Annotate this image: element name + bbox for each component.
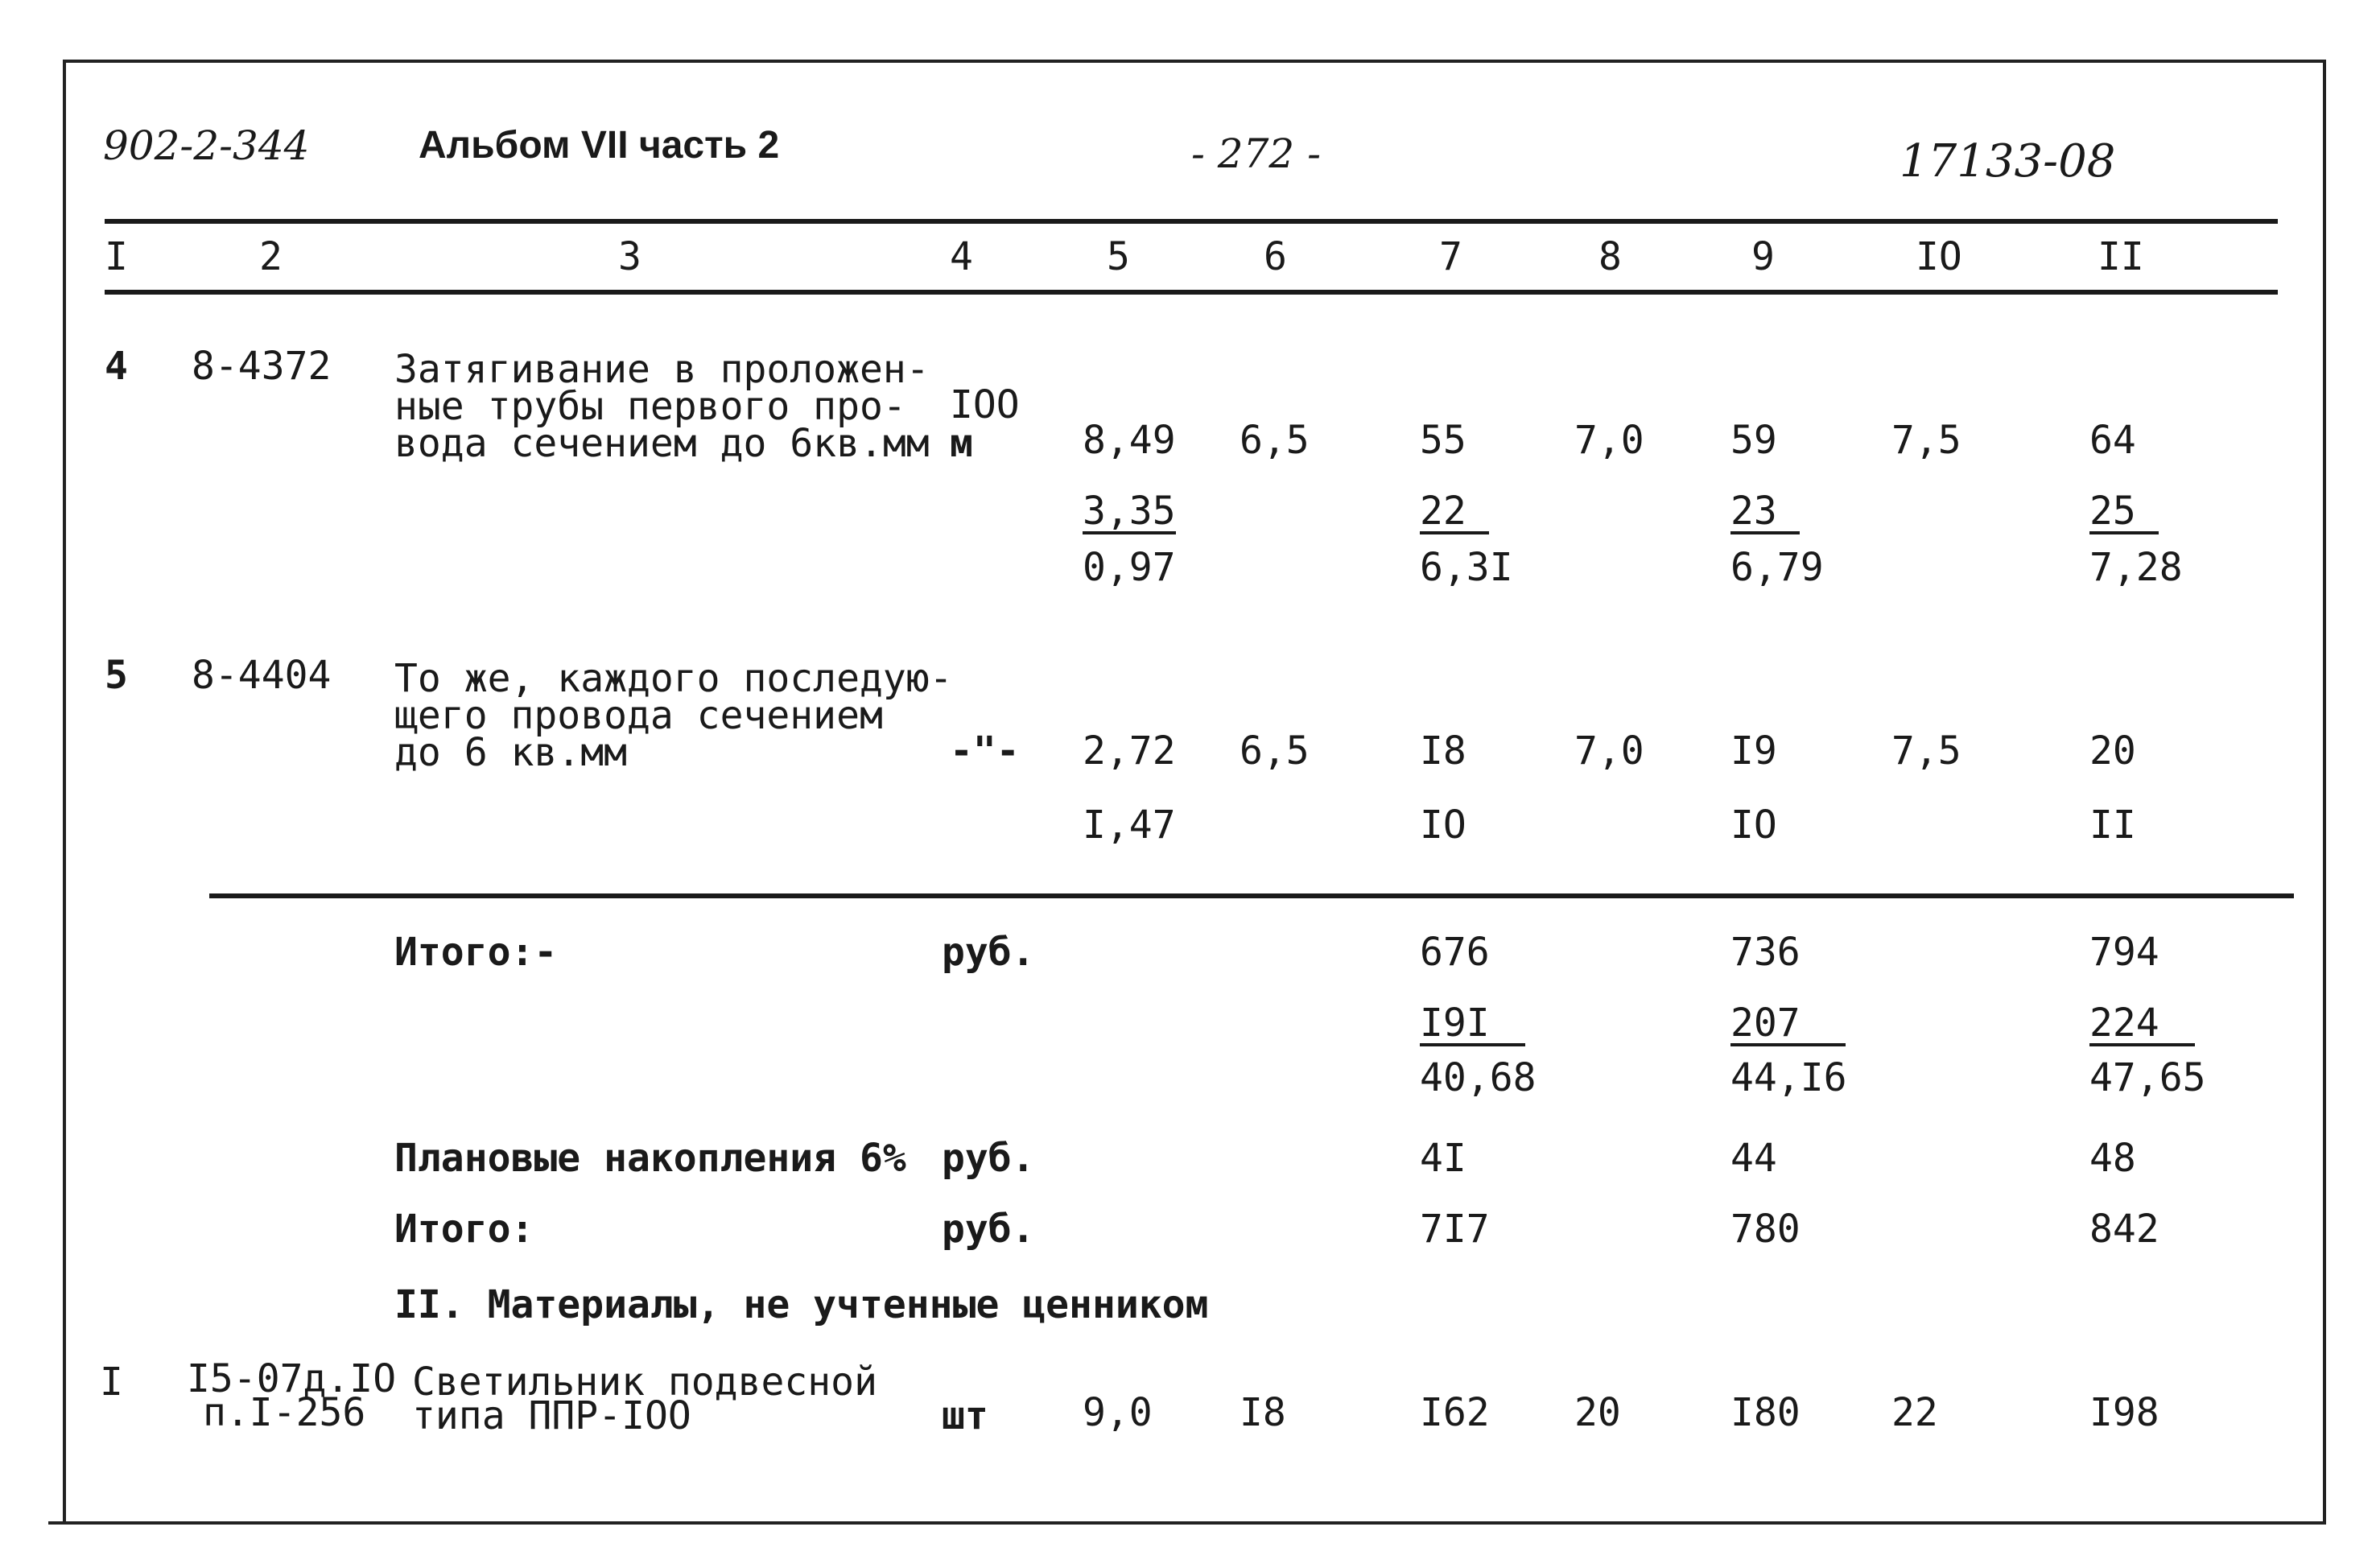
grand-total-col9: 780 (1730, 1207, 1801, 1252)
grand-total-label: Итого: (394, 1207, 534, 1252)
material-row-code-line: п.I-256 (203, 1390, 366, 1435)
material-row-description-line: типа ППР-IOO (412, 1393, 691, 1438)
cell-col5: 2,72 (1083, 728, 1176, 774)
material-col7: I62 (1420, 1390, 1490, 1435)
grand-total-col7: 7I7 (1420, 1207, 1490, 1252)
row-description-line: вода сечением до 6кв.мм (394, 421, 930, 466)
cell-col5-fraction-bottom: 0,97 (1083, 545, 1176, 590)
document-number: 17133-08 (1900, 135, 2116, 188)
frame-bottom-border (48, 1521, 2326, 1525)
cell-col8: 7,0 (1574, 728, 1644, 774)
cell-col11-fraction-bottom: 7,28 (2089, 545, 2183, 590)
cell-col9-fraction-bottom: 6,79 (1730, 545, 1824, 590)
cell-col11-fraction-top: 25 (2089, 493, 2159, 534)
totals-col9: 736 (1730, 930, 1801, 975)
planned-savings-unit: руб. (942, 1136, 1035, 1181)
col-header-1: I (105, 234, 128, 279)
col-header-10: IO (1916, 234, 1962, 279)
material-row-description-line: Светильник подвесной (412, 1360, 877, 1405)
material-row-number: I (100, 1360, 123, 1405)
cell-col5-fraction-top: 3,35 (1083, 489, 1176, 534)
row-number: 4 (105, 344, 128, 389)
row-unit-line: м (950, 421, 973, 466)
grand-total-unit: руб. (942, 1207, 1035, 1252)
planned-savings-col11: 48 (2089, 1136, 2136, 1181)
frame-top-border (64, 60, 2326, 63)
totals-col7: 676 (1420, 930, 1490, 975)
row-number: 5 (105, 653, 128, 698)
totals-col9-fraction-bottom: 44,I6 (1730, 1055, 1847, 1100)
cell-col11: 20 (2089, 728, 2136, 774)
material-row-code-line: I5-07д.IO (187, 1356, 397, 1401)
col-header-3: 3 (618, 234, 641, 279)
cell-col5-sub: I,47 (1083, 803, 1176, 848)
totals-unit: руб. (942, 930, 1035, 975)
col-header-8: 8 (1598, 234, 1622, 279)
cell-col5: 8,49 (1083, 418, 1176, 463)
row-description-line: Затягивание в проложен- (394, 347, 930, 392)
frame-left-border (63, 60, 66, 1525)
section-title: II. Материалы, не учтенные ценником (394, 1282, 1209, 1327)
totals-label: Итого:- (394, 930, 558, 975)
planned-savings-col9: 44 (1730, 1136, 1777, 1181)
col-header-11: II (2098, 234, 2144, 279)
material-col8: 20 (1574, 1390, 1621, 1435)
cell-col7: I8 (1420, 728, 1466, 774)
header-rule-top (105, 219, 2278, 224)
series-code: 902-2-344 (103, 122, 310, 169)
totals-col11-fraction-top: 224 (2089, 1005, 2195, 1046)
cell-col6: 6,5 (1240, 418, 1310, 463)
col-header-5: 5 (1107, 234, 1130, 279)
material-col9: I80 (1730, 1390, 1801, 1435)
material-col6: I8 (1240, 1390, 1286, 1435)
cell-col9: 59 (1730, 418, 1777, 463)
col-header-2: 2 (259, 234, 283, 279)
row-description-line: до 6 кв.мм (394, 730, 627, 775)
planned-savings-col7: 4I (1420, 1136, 1466, 1181)
album-label: Альбом VII часть 2 (419, 124, 780, 167)
cell-col9: I9 (1730, 728, 1777, 774)
totals-rule (209, 893, 2294, 898)
cell-col11: 64 (2089, 418, 2136, 463)
cell-col8: 7,0 (1574, 418, 1644, 463)
cell-col7: 55 (1420, 418, 1466, 463)
row-description-line: щего провода сечением (394, 693, 883, 738)
cell-col7-sub: IO (1420, 803, 1466, 848)
row-unit-ditto: -"- (950, 728, 1020, 774)
material-col5: 9,0 (1083, 1390, 1153, 1435)
row-unit-line: IOO (950, 382, 1020, 427)
cell-col6: 6,5 (1240, 728, 1310, 774)
cell-col11-sub: II (2089, 803, 2136, 848)
header-rule-bottom (105, 290, 2278, 295)
row-description-line: То же, каждого последую- (394, 656, 953, 701)
cell-col10: 7,5 (1891, 728, 1961, 774)
material-col10: 22 (1891, 1390, 1938, 1435)
totals-col7-fraction-top: I9I (1420, 1005, 1525, 1046)
col-header-4: 4 (950, 234, 973, 279)
row-code: 8-4404 (192, 653, 332, 698)
frame-right-border (2323, 60, 2326, 1525)
totals-col11: 794 (2089, 930, 2159, 975)
totals-col9-fraction-top: 207 (1730, 1005, 1846, 1046)
cell-col7-fraction-top: 22 (1420, 493, 1489, 534)
col-header-9: 9 (1751, 234, 1775, 279)
material-col11: I98 (2089, 1390, 2159, 1435)
material-row-unit: шт (942, 1393, 988, 1438)
row-code: 8-4372 (192, 344, 332, 389)
totals-col11-fraction-bottom: 47,65 (2089, 1055, 2206, 1100)
planned-savings-label: Плановые накопления 6% (394, 1136, 906, 1181)
cell-col10: 7,5 (1891, 418, 1961, 463)
row-description-line: ные трубы первого про- (394, 384, 906, 429)
grand-total-col11: 842 (2089, 1207, 2159, 1252)
page-number: - 272 - (1191, 130, 1322, 177)
cell-col9-sub: IO (1730, 803, 1777, 848)
cell-col7-fraction-bottom: 6,3I (1420, 545, 1513, 590)
col-header-7: 7 (1439, 234, 1462, 279)
col-header-6: 6 (1264, 234, 1287, 279)
cell-col9-fraction-top: 23 (1730, 493, 1800, 534)
totals-col7-fraction-bottom: 40,68 (1420, 1055, 1537, 1100)
